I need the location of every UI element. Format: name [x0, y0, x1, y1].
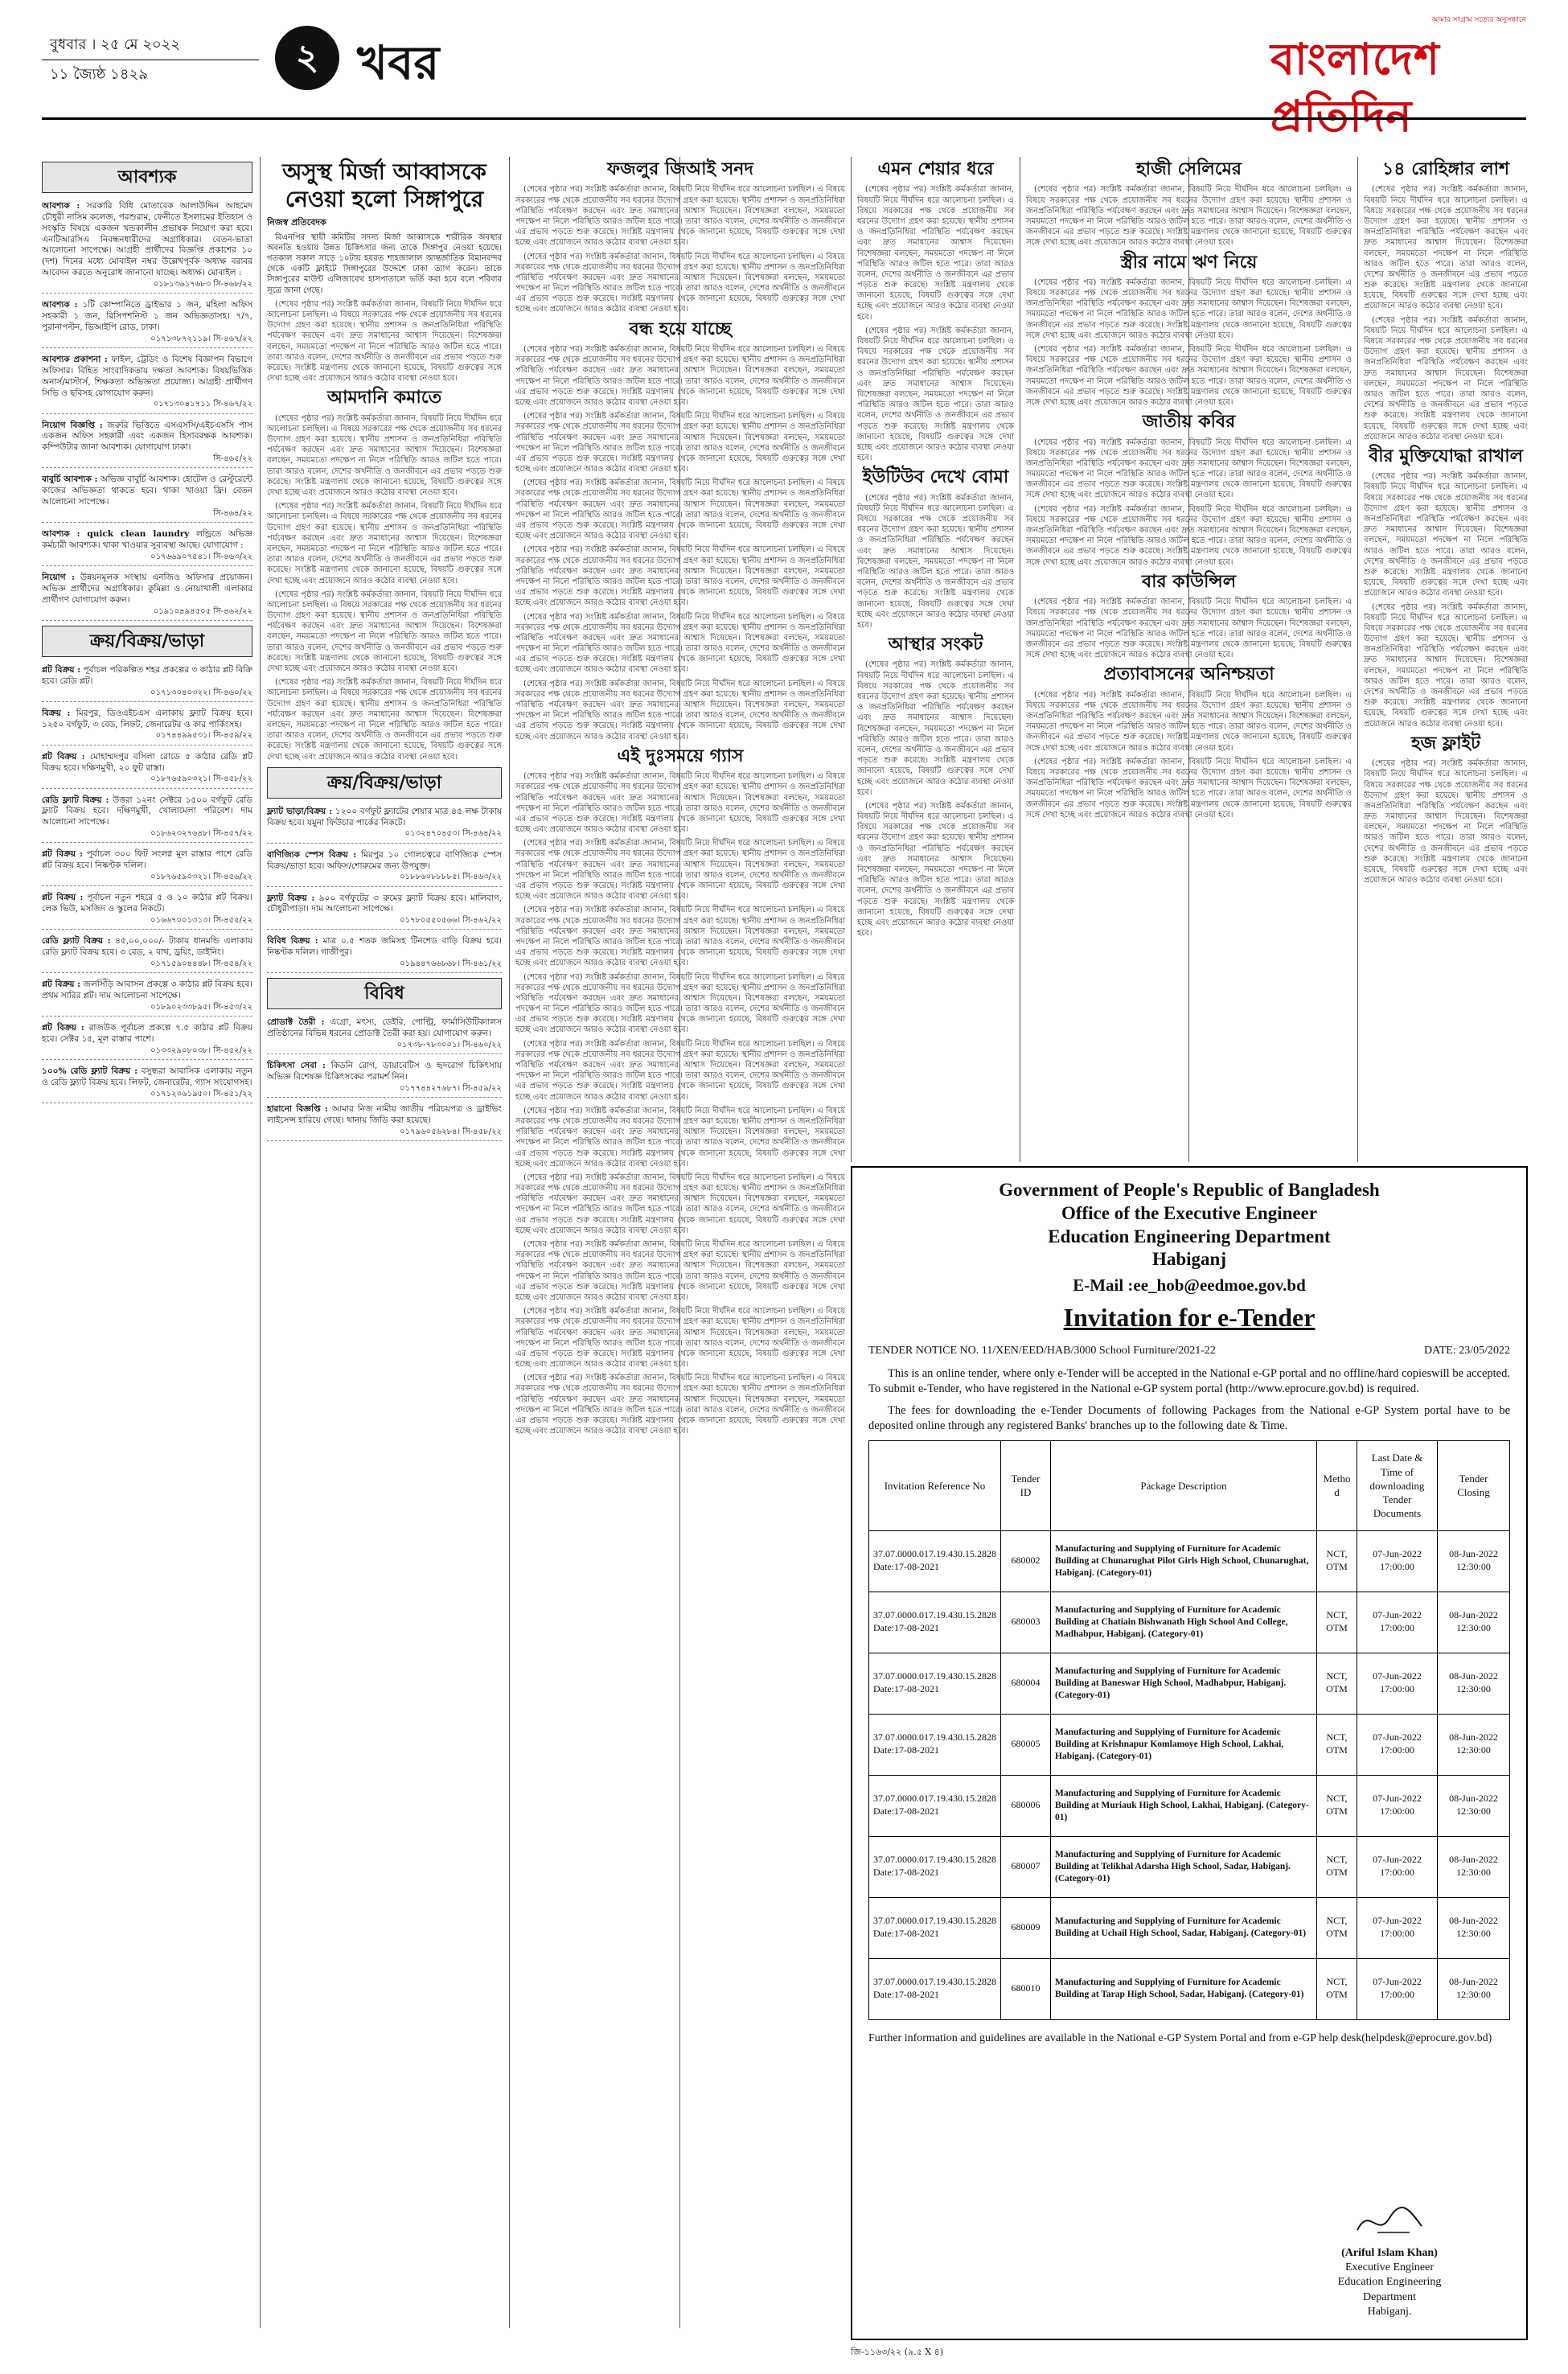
- ad-text: জলসিঁড়ি আবাসন প্রকল্পে ৩ কাঠার প্লট বিক্রয় হবে। প্রথম সারির প্লট। দাম আলোচনা সাপেক্ষে।: [42, 980, 252, 1000]
- article-body: (শেষের পৃষ্ঠার পর) সংশ্লিষ্ট কর্মকর্তারা জানান, বিষয়টি নিয়ে দীর্ঘদিন ধরে আলোচনা চলছিল। এ বিষয়ে সরকারের পক্ষ থেকে প্রয়োজনীয় সব ধরনের উদ্যোগ গ্রহণ করা হয়েছে। স্থানীয় প্রশাসন ও জনপ্রতিনিধিরা পরিস্থিতি পর্যবেক্ষণ করছেন এবং দ্রুত সমাধানের আশ্বাস দিয়েছেন। বিশেষজ্ঞরা বলছেন, সময়মতো পদক্ষেপ না নিলে পরিস্থিতি আরও জটিল হতে পারে। তারা আরও বলেন, দেশের অর্থনীতি ও জনজীবনে এর প্রভাব পড়তে শুরু করেছে। সংশ্লিষ্ট মন্ত্রণালয় থেকে জানানো হয়েছে, বিষয়টি গুরুত্বের সঙ্গে দেখা হচ্ছে এবং প্রয়োজনে আরও কঠোর ব্যবস্থা নেওয়া হবে।: [1364, 602, 1528, 729]
- ad-text: ৯০০ বর্গফুটের ৩ রুমের ফ্ল্যাট বিক্রয় হবে। মালিবাগ, চৌধুরীপাড়া। দাম আলোচনা সাপেক্ষে।: [267, 893, 502, 914]
- ad-contact: ০১৭১৫৯০৪৪৪৮। সি-৪৫৪/২২: [150, 959, 252, 968]
- ad-heading: প্লট বিক্রয় :: [42, 980, 81, 990]
- article-body: (শেষের পৃষ্ঠার পর) সংশ্লিষ্ট কর্মকর্তারা জানান, বিষয়টি নিয়ে দীর্ঘদিন ধরে আলোচনা চলছিল। এ বিষয়ে সরকারের পক্ষ থেকে প্রয়োজনীয় সব ধরনের উদ্যোগ গ্রহণ করা হয়েছে। স্থানীয় প্রশাসন ও জনপ্রতিনিধিরা পরিস্থিতি পর্যবেক্ষণ করছেন এবং দ্রুত সমাধানের আশ্বাস দিয়েছেন। বিশেষজ্ঞরা বলছেন, সময়মতো পদক্ষেপ না নিলে পরিস্থিতি আরও জটিল হতে পারে। তারা আরও বলেন, দেশের অর্থনীতি ও জনজীবনে এর প্রভাব পড়তে শুরু করেছে। সংশ্লিষ্ট মন্ত্রণালয় থেকে জানানো হয়েছে, বিষয়টি গুরুত্বের সঙ্গে দেখা হচ্ছে এবং প্রয়োজনে আরও কঠোর ব্যবস্থা নেওয়া হবে।: [515, 772, 845, 835]
- cell-desc: Manufacturing and Supplying of Furniture for Academic Building at Baneswar High School, Madhabpur, Habiganj. (Category-01): [1051, 1653, 1317, 1714]
- ad-heading: আবশ্যক :: [42, 201, 80, 212]
- classified-ad: [42, 526, 252, 566]
- cell-desc: Manufacturing and Supplying of Furniture for Academic Building at Chatiain Bishwanath High School And College, Madhabpur, Habiganj. (Category-01): [1051, 1592, 1317, 1653]
- cell-closing: 08-Jun-2022 12:30:00: [1438, 1530, 1510, 1592]
- ad-heading: প্লট বিক্রয় :: [42, 664, 81, 675]
- ad-heading: নিয়োগ বিজ্ঞপ্তি :: [42, 420, 103, 430]
- classified-ad: [267, 1014, 502, 1054]
- column-divider: [260, 157, 261, 2328]
- classified-ad: [42, 846, 252, 886]
- classified-ad: [267, 1058, 502, 1098]
- date-gregorian: বুধবার । ২৫ মে ২০২২: [42, 31, 259, 60]
- page-number: ২: [275, 26, 339, 90]
- tender-paragraph: The fees for downloading the e-Tender Documents of following Packages from the National e-GP System portal have to be deposited online through any registered Banks' branches up to the following date & Time.: [868, 1404, 1510, 1432]
- classified-ad: [267, 890, 502, 930]
- cell-desc: Manufacturing and Supplying of Furniture for Academic Building at Krishnapur Komlamoye High School, Lakhai, Habiganj. (Category-01): [1051, 1714, 1317, 1775]
- classified-ad: [42, 297, 252, 348]
- classified-ad: [267, 803, 502, 844]
- article-title: ইউটিউব দেখে বোমা: [862, 466, 1009, 488]
- table-row: [869, 1592, 1510, 1653]
- signatory-title: Education Engineering: [1337, 2276, 1442, 2289]
- article-body: (শেষের পৃষ্ঠার পর) সংশ্লিষ্ট কর্মকর্তারা জানান, বিষয়টি নিয়ে দীর্ঘদিন ধরে আলোচনা চলছিল। এ বিষয়ে সরকারের পক্ষ থেকে প্রয়োজনীয় সব ধরনের উদ্যোগ গ্রহণ করা হয়েছে। স্থানীয় প্রশাসন ও জনপ্রতিনিধিরা পরিস্থিতি পর্যবেক্ষণ করছেন এবং দ্রুত সমাধানের আশ্বাস দিয়েছেন। বিশেষজ্ঞরা বলছেন, সময়মতো পদক্ষেপ না নিলে পরিস্থিতি আরও জটিল হতে পারে। তারা আরও বলেন, দেশের অর্থনীতি ও জনজীবনে এর প্রভাব পড়তে শুরু করেছে। সংশ্লিষ্ট মন্ত্রণালয় থেকে জানানো হয়েছে, বিষয়টি গুরুত্বের সঙ্গে দেখা হচ্ছে এবং প্রয়োজনে আরও কঠোর ব্যবস্থা নেওয়া হবে।: [515, 185, 845, 248]
- masthead: [42, 16, 1526, 146]
- logo-name: বাংলাদেশ প্রতিদিন: [1270, 33, 1440, 142]
- column-header: Package Description: [1051, 1440, 1317, 1530]
- tender-notice-line: [868, 1344, 1510, 1358]
- article-column-8: [1364, 157, 1528, 1154]
- article-title: এমন শেয়ার ধরে: [877, 158, 994, 179]
- column-divider: [851, 157, 852, 1162]
- table-row: [869, 1897, 1510, 1958]
- ad-contact: ০১৭১৩০৪০৩২২। সি-৪৬০/২২: [150, 688, 252, 697]
- ad-text: পূর্বাচল নতুন শহরে ৫ ও ১০ কাঠার প্লট বিক্রয়। লেক ভিউ, মসজিদ ও স্কুলের নিকটে।: [42, 893, 252, 914]
- tender-department: Education Engineering Department: [1048, 1226, 1331, 1247]
- article-body: (শেষের পৃষ্ঠার পর) সংশ্লিষ্ট কর্মকর্তারা জানান, বিষয়টি নিয়ে দীর্ঘদিন ধরে আলোচনা চলছিল। এ বিষয়ে সরকারের পক্ষ থেকে প্রয়োজনীয় সব ধরনের উদ্যোগ গ্রহণ করা হয়েছে। স্থানীয় প্রশাসন ও জনপ্রতিনিধিরা পরিস্থিতি পর্যবেক্ষণ করছেন এবং দ্রুত সমাধানের আশ্বাস দিয়েছেন। বিশেষজ্ঞরা বলছেন, সময়মতো পদক্ষেপ না নিলে পরিস্থিতি আরও জটিল হতে পারে। তারা আরও বলেন, দেশের অর্থনীতি ও জনজীবনে এর প্রভাব পড়তে শুরু করেছে। সংশ্লিষ্ট মন্ত্রণালয় থেকে জানানো হয়েছে, বিষয়টি গুরুত্বের সঙ্গে দেখা হচ্ছে এবং প্রয়োজনে আরও কঠোর ব্যবস্থা নেওয়া হবে।: [857, 185, 1014, 322]
- section-title: খবর: [357, 35, 440, 90]
- cell-method: NCT, OTM: [1317, 1775, 1357, 1836]
- article-title: ফজলুর জিআই সনদ: [607, 158, 753, 179]
- ad-heading: প্লট বিক্রয় :: [42, 1022, 84, 1033]
- cell-last: 07-Jun-2022 17:00:00: [1357, 1958, 1438, 2019]
- cell-ref: 37.07.0000.017.19.430.15.2828 Date:17-08-2021: [869, 1958, 1001, 2019]
- article-title: প্রত্যাবাসনের অনিশ্চয়তা: [1103, 663, 1275, 685]
- ad-contact: ০১৭৭৪৪২৭৬৮৭। সি-৪৫৯/২২: [400, 1084, 502, 1094]
- tender-title: Invitation for e-Tender: [1063, 1302, 1316, 1332]
- article-column-5: [857, 157, 1014, 1154]
- classified-ad: [267, 847, 502, 887]
- article-title: এই দুঃসময়ে গ্যাস: [617, 745, 744, 766]
- article-body: (শেষের পৃষ্ঠার পর) সংশ্লিষ্ট কর্মকর্তারা জানান, বিষয়টি নিয়ে দীর্ঘদিন ধরে আলোচনা চলছিল। এ বিষয়ে সরকারের পক্ষ থেকে প্রয়োজনীয় সব ধরনের উদ্যোগ গ্রহণ করা হয়েছে। স্থানীয় প্রশাসন ও জনপ্রতিনিধিরা পরিস্থিতি পর্যবেক্ষণ করছেন এবং দ্রুত সমাধানের আশ্বাস দিয়েছেন। বিশেষজ্ঞরা বলছেন, সময়মতো পদক্ষেপ না নিলে পরিস্থিতি আরও জটিল হতে পারে। তারা আরও বলেন, দেশের অর্থনীতি ও জনজীবনে এর প্রভাব পড়তে শুরু করেছে। সংশ্লিষ্ট মন্ত্রণালয় থেকে জানানো হয়েছে, বিষয়টি গুরুত্বের সঙ্গে দেখা হচ্ছে এবং প্রয়োজনে আরও কঠোর ব্যবস্থা নেওয়া হবে।: [1026, 185, 1352, 248]
- cell-desc: Manufacturing and Supplying of Furniture for Academic Building at Chunarughat Pilot Girls High School, Chunarughat, Habiganj. (Category-01): [1051, 1530, 1317, 1592]
- ad-heading: প্লট বিক্রয় :: [42, 893, 84, 903]
- newspaper-logo: [1270, 16, 1526, 142]
- article-body: (শেষের পৃষ্ঠার পর) সংশ্লিষ্ট কর্মকর্তারা জানান, বিষয়টি নিয়ে দীর্ঘদিন ধরে আলোচনা চলছিল। এ বিষয়ে সরকারের পক্ষ থেকে প্রয়োজনীয় সব ধরনের উদ্যোগ গ্রহণ করা হয়েছে। স্থানীয় প্রশাসন ও জনপ্রতিনিধিরা পরিস্থিতি পর্যবেক্ষণ করছেন এবং দ্রুত সমাধানের আশ্বাস দিয়েছেন। বিশেষজ্ঞরা বলছেন, সময়মতো পদক্ষেপ না নিলে পরিস্থিতি আরও জটিল হতে পারে। তারা আরও বলেন, দেশের অর্থনীতি ও জনজীবনে এর প্রভাব পড়তে শুরু করেছে। সংশ্লিষ্ট মন্ত্রণালয় থেকে জানানো হয়েছে, বিষয়টি গুরুত্বের সঙ্গে দেখা হচ্ছে এবং প্রয়োজনে আরও কঠোর ব্যবস্থা নেওয়া হবে।: [515, 1307, 845, 1370]
- tender-footer: Further information and guidelines are available in the National e-GP System Portal and from e-GP help desk(helpdesk@eprocure.gov.bd): [868, 2031, 1492, 2044]
- ad-heading: বাণিজ্যিক স্পেস বিক্রয় :: [267, 849, 357, 860]
- article-body: (শেষের পৃষ্ঠার পর) সংশ্লিষ্ট কর্মকর্তারা জানান, বিষয়টি নিয়ে দীর্ঘদিন ধরে আলোচনা চলছিল। এ বিষয়ে সরকারের পক্ষ থেকে প্রয়োজনীয় সব ধরনের উদ্যোগ গ্রহণ করা হয়েছে। স্থানীয় প্রশাসন ও জনপ্রতিনিধিরা পরিস্থিতি পর্যবেক্ষণ করছেন এবং দ্রুত সমাধানের আশ্বাস দিয়েছেন। বিশেষজ্ঞরা বলছেন, সময়মতো পদক্ষেপ না নিলে পরিস্থিতি আরও জটিল হতে পারে। তারা আরও বলেন, দেশের অর্থনীতি ও জনজীবনে এর প্রভাব পড়তে শুরু করেছে। সংশ্লিষ্ট মন্ত্রণালয় থেকে জানানো হয়েছে, বিষয়টি গুরুত্বের সঙ্গে দেখা হচ্ছে এবং প্রয়োজনে আরও কঠোর ব্যবস্থা নেওয়া হবে।: [267, 502, 502, 585]
- ad-text: লন্ড্রিতে অভিজ্ঞ কর্মচারী আবশ্যক। থাকা খাওয়ার সুব্যবস্থা আছে। যোগাযোগ :: [42, 529, 252, 551]
- ad-heading: ফ্ল্যাট বিক্রয় :: [267, 893, 315, 903]
- tender-table: [868, 1440, 1510, 2020]
- classified-ad: [42, 662, 252, 702]
- article-body: (শেষের পৃষ্ঠার পর) সংশ্লিষ্ট কর্মকর্তারা জানান, বিষয়টি নিয়ে দীর্ঘদিন ধরে আলোচনা চলছিল। এ বিষয়ে সরকারের পক্ষ থেকে প্রয়োজনীয় সব ধরনের উদ্যোগ গ্রহণ করা হয়েছে। স্থানীয় প্রশাসন ও জনপ্রতিনিধিরা পরিস্থিতি পর্যবেক্ষণ করছেন এবং দ্রুত সমাধানের আশ্বাস দিয়েছেন। বিশেষজ্ঞরা বলছেন, সময়মতো পদক্ষেপ না নিলে পরিস্থিতি আরও জটিল হতে পারে। তারা আরও বলেন, দেশের অর্থনীতি ও জনজীবনে এর প্রভাব পড়তে শুরু করেছে। সংশ্লিষ্ট মন্ত্রণালয় থেকে জানানো হয়েছে, বিষয়টি গুরুত্বের সঙ্গে দেখা হচ্ছে এবং প্রয়োজনে আরও কঠোর ব্যবস্থা নেওয়া হবে।: [1026, 437, 1352, 500]
- cell-closing: 08-Jun-2022 12:30:00: [1438, 1897, 1510, 1958]
- column-header: Last Date & Time of downloading Tender Documents: [1357, 1440, 1438, 1530]
- classified-ad: [42, 933, 252, 973]
- ad-contact: ০১৮৯০২৩৩৮৯৫। সি-৪৫৩/২২: [150, 1002, 252, 1012]
- ad-contact: ০১৩৩২৯০৮০৩৮। সি-৪৫২/২২: [150, 1045, 252, 1055]
- article-body: (শেষের পৃষ্ঠার পর) সংশ্লিষ্ট কর্মকর্তারা জানান, বিষয়টি নিয়ে দীর্ঘদিন ধরে আলোচনা চলছিল। এ বিষয়ে সরকারের পক্ষ থেকে প্রয়োজনীয় সব ধরনের উদ্যোগ গ্রহণ করা হয়েছে। স্থানীয় প্রশাসন ও জনপ্রতিনিধিরা পরিস্থিতি পর্যবেক্ষণ করছেন এবং দ্রুত সমাধানের আশ্বাস দিয়েছেন। বিশেষজ্ঞরা বলছেন, সময়মতো পদক্ষেপ না নিলে পরিস্থিতি আরও জটিল হতে পারে। তারা আরও বলেন, দেশের অর্থনীতি ও জনজীবনে এর প্রভাব পড়তে শুরু করেছে। সংশ্লিষ্ট মন্ত্রণালয় থেকে জানানো হয়েছে, বিষয়টি গুরুত্বের সঙ্গে দেখা হচ্ছে এবং প্রয়োজনে আরও কঠোর ব্যবস্থা নেওয়া হবে।: [1364, 472, 1528, 598]
- ad-heading: প্লট বিক্রয় :: [42, 849, 83, 860]
- ad-heading: প্লট বিক্রয় :: [42, 751, 85, 762]
- ad-text: মোহাম্মদপুর বসিলা রোডে ৫ কাঠার রেডি প্লট বিক্রয় হবে। দক্ষিণমুখী, ২০ ফুট রাস্তা।: [42, 751, 252, 773]
- classified-ad: [42, 569, 252, 621]
- cell-closing: 08-Jun-2022 12:30:00: [1438, 1775, 1510, 1836]
- article-body: (শেষের পৃষ্ঠার পর) সংশ্লিষ্ট কর্মকর্তারা জানান, বিষয়টি নিয়ে দীর্ঘদিন ধরে আলোচনা চলছিল। এ বিষয়ে সরকারের পক্ষ থেকে প্রয়োজনীয় সব ধরনের উদ্যোগ গ্রহণ করা হয়েছে। স্থানীয় প্রশাসন ও জনপ্রতিনিধিরা পরিস্থিতি পর্যবেক্ষণ করছেন এবং দ্রুত সমাধানের আশ্বাস দিয়েছেন। বিশেষজ্ঞরা বলছেন, সময়মতো পদক্ষেপ না নিলে পরিস্থিতি আরও জটিল হতে পারে। তারা আরও বলেন, দেশের অর্থনীতি ও জনজীবনে এর প্রভাব পড়তে শুরু করেছে। সংশ্লিষ্ট মন্ত্রণালয় থেকে জানানো হয়েছে, বিষয়টি গুরুত্বের সঙ্গে দেখা হচ্ছে এবং প্রয়োজনে আরও কঠোর ব্যবস্থা নেওয়া হবে।: [1364, 759, 1528, 885]
- ad-text: জরুরি ভিত্তিতে এসএসসি/এইচএসসি পাস একজন অফিস সহকারী এবং একজন হিসাবরক্ষক আবশ্যক। কম্পিউটার জানা আবশ্যক। যোগাযোগ ঢাকা।: [42, 420, 252, 453]
- cell-method: NCT, OTM: [1317, 1958, 1357, 2019]
- cell-method: NCT, OTM: [1317, 1714, 1357, 1775]
- article-body: (শেষের পৃষ্ঠার পর) সংশ্লিষ্ট কর্মকর্তারা জানান, বিষয়টি নিয়ে দীর্ঘদিন ধরে আলোচনা চলছিল। এ বিষয়ে সরকারের পক্ষ থেকে প্রয়োজনীয় সব ধরনের উদ্যোগ গ্রহণ করা হয়েছে। স্থানীয় প্রশাসন ও জনপ্রতিনিধিরা পরিস্থিতি পর্যবেক্ষণ করছেন এবং দ্রুত সমাধানের আশ্বাস দিয়েছেন। বিশেষজ্ঞরা বলছেন, সময়মতো পদক্ষেপ না নিলে পরিস্থিতি আরও জটিল হতে পারে। তারা আরও বলেন, দেশের অর্থনীতি ও জনজীবনে এর প্রভাব পড়তে শুরু করেছে। সংশ্লিষ্ট মন্ত্রণালয় থেকে জানানো হয়েছে, বিষয়টি গুরুত্বের সঙ্গে দেখা হচ্ছে এবং প্রয়োজনে আরও কঠোর ব্যবস্থা নেওয়া হবে।: [1364, 185, 1528, 311]
- article-title: আমদানি কমাতে: [326, 387, 442, 409]
- column-divider: [1357, 157, 1358, 1162]
- ad-contact: ০১৮১৩৬১৭৬৮৩ সি-৪৬৮/২২: [153, 280, 252, 290]
- article-body: (শেষের পৃষ্ঠার পর) সংশ্লিষ্ট কর্মকর্তারা জানান, বিষয়টি নিয়ে দীর্ঘদিন ধরে আলোচনা চলছিল। এ বিষয়ে সরকারের পক্ষ থেকে প্রয়োজনীয় সব ধরনের উদ্যোগ গ্রহণ করা হয়েছে। স্থানীয় প্রশাসন ও জনপ্রতিনিধিরা পরিস্থিতি পর্যবেক্ষণ করছেন এবং দ্রুত সমাধানের আশ্বাস দিয়েছেন। বিশেষজ্ঞরা বলছেন, সময়মতো পদক্ষেপ না নিলে পরিস্থিতি আরও জটিল হতে পারে। তারা আরও বলেন, দেশের অর্থনীতি ও জনজীবনে এর প্রভাব পড়তে শুরু করেছে। সংশ্লিষ্ট মন্ত্রণালয় থেকে জানানো হয়েছে, বিষয়টি গুরুত্বের সঙ্গে দেখা হচ্ছে এবং প্রয়োজনে আরও কঠোর ব্যবস্থা নেওয়া হবে।: [515, 1374, 845, 1436]
- cell-desc: Manufacturing and Supplying of Furniture for Academic Building at Telikhal Adarsha High School, Sadar, Habiganj. (Category-01): [1051, 1836, 1317, 1897]
- article-title: আস্থার সংকট: [888, 634, 983, 655]
- article-title: স্ত্রীর নামে ঋণ নিয়ে: [1120, 251, 1258, 273]
- tender-gov: Government of People's Republic of Bangladesh: [999, 1180, 1380, 1200]
- ad-contact: সি-৪৬৫/২২: [213, 454, 252, 464]
- ad-heading: চিকিৎসা সেবা :: [267, 1061, 326, 1071]
- ad-text: উন্নয়নমূলক সংস্থায় এনজিও অফিসার প্রয়োজন। অভিজ্ঞ প্রার্থীদের অগ্রাধিকার। কুমিল্লা ও নোয়াখালী এলাকার প্রার্থীগণ যোগাযোগ করুন।: [42, 573, 252, 605]
- ad-heading: বিক্রয় :: [42, 708, 71, 718]
- cell-desc: Manufacturing and Supplying of Furniture for Academic Building at Tarap High School, Sadar, Habiganj. (Category-01): [1051, 1958, 1317, 2019]
- ad-text: রাজউক পূর্বাচল প্রকল্পে ৭.৫ কাঠার প্লট বিক্রয় হবে। সেক্টর ১৫, মূল রাস্তার পাশে।: [42, 1022, 252, 1044]
- tender-date: DATE: 23/05/2022: [1424, 1344, 1510, 1357]
- ad-heading: বাবুর্চি আবশ্যক :: [42, 474, 98, 485]
- ad-text: মাত্র ০.৫ শতক জমিসহ টিনশেড বাড়ি বিক্রয় হবে। নিষ্কণ্টক দলিল। গাজীপুর।: [267, 936, 502, 958]
- ad-contact: ০১৭১২০৬১৯৫০। সি-৪৫১/২২: [150, 1089, 252, 1099]
- column-divider: [509, 157, 510, 2328]
- ad-contact: ০১৩২৪৭০৪৫৩। সি-৪৬৪/২২: [404, 829, 502, 839]
- ad-heading: নিয়োগ :: [42, 573, 75, 583]
- table-row: [869, 1958, 1510, 2019]
- signature-block: [1285, 2198, 1494, 2319]
- cell-desc: Manufacturing and Supplying of Furniture for Academic Building at Uchail High School, Sadar, Habiganj. (Category-01): [1051, 1897, 1317, 1958]
- cell-ref: 37.07.0000.017.19.430.15.2828 Date:17-08-2021: [869, 1714, 1001, 1775]
- ad-contact: ০১৯১০৪৯৪৫০৫ সি-৪৬২/২২: [153, 606, 252, 616]
- cell-id: 680007: [1001, 1836, 1051, 1897]
- classified-ad: [267, 933, 502, 973]
- table-row: [869, 1775, 1510, 1836]
- ad-contact: ০১৭১৩৮৭২১১৯। সি-৪৬৭/২২: [150, 334, 252, 343]
- article-body: (শেষের পৃষ্ঠার পর) সংশ্লিষ্ট কর্মকর্তারা জানান, বিষয়টি নিয়ে দীর্ঘদিন ধরে আলোচনা চলছিল। এ বিষয়ে সরকারের পক্ষ থেকে প্রয়োজনীয় সব ধরনের উদ্যোগ গ্রহণ করা হয়েছে। স্থানীয় প্রশাসন ও জনপ্রতিনিধিরা পরিস্থিতি পর্যবেক্ষণ করছেন এবং দ্রুত সমাধানের আশ্বাস দিয়েছেন। বিশেষজ্ঞরা বলছেন, সময়মতো পদক্ষেপ না নিলে পরিস্থিতি আরও জটিল হতে পারে। তারা আরও বলেন, দেশের অর্থনীতি ও জনজীবনে এর প্রভাব পড়তে শুরু করেছে। সংশ্লিষ্ট মন্ত্রণালয় থেকে জানানো হয়েছে, বিষয়টি গুরুত্বের সঙ্গে দেখা হচ্ছে এবং প্রয়োজনে আরও কঠোর ব্যবস্থা নেওয়া হবে।: [1026, 345, 1352, 407]
- classified-ad: [42, 417, 252, 469]
- article-column-3: [515, 157, 845, 2344]
- signatory-title: Habiganj.: [1367, 2305, 1412, 2318]
- cell-closing: 08-Jun-2022 12:30:00: [1438, 1592, 1510, 1653]
- ad-text: ফাইল, ট্রেডিং ও বিশেষ বিজ্ঞাপন বিভাগে অফিসার। বিহিত সাংবাদিকতায় দক্ষতা আবশ্যক। বিষয়ভিত্তিক অনার্স/মাস্টার্স, শিক্ষকতা অভিজ্ঞতা প্রযোজ্য। আগ্রহী প্রার্থীগণ সিভি ও ছবিসহ যোগাযোগ করুন।: [42, 355, 252, 398]
- article-body: (শেষের পৃষ্ঠার পর) সংশ্লিষ্ট কর্মকর্তারা জানান, বিষয়টি নিয়ে দীর্ঘদিন ধরে আলোচনা চলছিল। এ বিষয়ে সরকারের পক্ষ থেকে প্রয়োজনীয় সব ধরনের উদ্যোগ গ্রহণ করা হয়েছে। স্থানীয় প্রশাসন ও জনপ্রতিনিধিরা পরিস্থিতি পর্যবেক্ষণ করছেন এবং দ্রুত সমাধানের আশ্বাস দিয়েছেন। বিশেষজ্ঞরা বলছেন, সময়মতো পদক্ষেপ না নিলে পরিস্থিতি আরও জটিল হতে পারে। তারা আরও বলেন, দেশের অর্থনীতি ও জনজীবনে এর প্রভাব পড়তে শুরু করেছে। সংশ্লিষ্ট মন্ত্রণালয় থেকে জানানো হয়েছে, বিষয়টি গুরুত্বের সঙ্গে দেখা হচ্ছে এবং প্রয়োজনে আরও কঠোর ব্যবস্থা নেওয়া হবে।: [267, 678, 502, 762]
- cell-last: 07-Jun-2022 17:00:00: [1357, 1592, 1438, 1653]
- ad-heading: হারানো বিজ্ঞপ্তি :: [267, 1104, 328, 1115]
- article-title: বীর মুক্তিযোদ্ধা রাখাল: [1369, 445, 1523, 466]
- cell-closing: 08-Jun-2022 12:30:00: [1438, 1714, 1510, 1775]
- tender-office: Office of the Executive Engineer: [1061, 1202, 1318, 1223]
- cell-method: NCT, OTM: [1317, 1653, 1357, 1714]
- article-title: হাজী সেলিমের: [1136, 158, 1242, 179]
- ad-text: এগ্রো, মৎস্য, ডেইরি, পোল্ট্রি, ফার্মাসিউটিক্যালস প্রতিষ্ঠানের বিভিন্ন ধরনের প্রোডাক্ট তৈরী করা হয়। যোগাযোগ করুন।: [267, 1017, 502, 1039]
- cell-ref: 37.07.0000.017.19.430.15.2828 Date:17-08-2021: [869, 1836, 1001, 1897]
- cell-id: 680010: [1001, 1958, 1051, 2019]
- article-column-2: [267, 157, 502, 2344]
- cell-last: 07-Jun-2022 17:00:00: [1357, 1530, 1438, 1592]
- article-body: (শেষের পৃষ্ঠার পর) সংশ্লিষ্ট কর্মকর্তারা জানান, বিষয়টি নিয়ে দীর্ঘদিন ধরে আলোচনা চলছিল। এ বিষয়ে সরকারের পক্ষ থেকে প্রয়োজনীয় সব ধরনের উদ্যোগ গ্রহণ করা হয়েছে। স্থানীয় প্রশাসন ও জনপ্রতিনিধিরা পরিস্থিতি পর্যবেক্ষণ করছেন এবং দ্রুত সমাধানের আশ্বাস দিয়েছেন। বিশেষজ্ঞরা বলছেন, সময়মতো পদক্ষেপ না নিলে পরিস্থিতি আরও জটিল হতে পারে। তারা আরও বলেন, দেশের অর্থনীতি ও জনজীবনে এর প্রভাব পড়তে শুরু করেছে। সংশ্লিষ্ট মন্ত্রণালয় থেকে জানানো হয়েছে, বিষয়টি গুরুত্বের সঙ্গে দেখা হচ্ছে এবং প্রয়োজনে আরও কঠোর ব্যবস্থা নেওয়া হবে।: [267, 589, 502, 674]
- ad-heading: প্রোডাক্ট তৈরী :: [267, 1017, 325, 1028]
- classifieds-column: [42, 157, 252, 2344]
- ad-text: ১টি কোম্পানিতে ড্রাইভার ১ জন, মহিলা অফিস সহকারী ১ জন, রিসিপশনিস্ট ১ জন অভিজ্ঞতাসহ। ৭/৭, পুরানাপল্টন, ভিআইপি রোড, ঢাকা।: [42, 300, 252, 332]
- ad-heading: বিবিধ বিক্রয় :: [267, 936, 318, 947]
- classified-section-header: বিবিধ: [267, 978, 502, 1009]
- article-title: অসুস্থ মির্জা আব্বাসকে নেওয়া হলো সিঙ্গাপুরে: [282, 158, 486, 212]
- article-body: (শেষের পৃষ্ঠার পর) সংশ্লিষ্ট কর্মকর্তারা জানান, বিষয়টি নিয়ে দীর্ঘদিন ধরে আলোচনা চলছিল। এ বিষয়ে সরকারের পক্ষ থেকে প্রয়োজনীয় সব ধরনের উদ্যোগ গ্রহণ করা হয়েছে। স্থানীয় প্রশাসন ও জনপ্রতিনিধিরা পরিস্থিতি পর্যবেক্ষণ করছেন এবং দ্রুত সমাধানের আশ্বাস দিয়েছেন। বিশেষজ্ঞরা বলছেন, সময়মতো পদক্ষেপ না নিলে পরিস্থিতি আরও জটিল হতে পারে। তারা আরও বলেন, দেশের অর্থনীতি ও জনজীবনে এর প্রভাব পড়তে শুরু করেছে। সংশ্লিষ্ট মন্ত্রণালয় থেকে জানানো হয়েছে, বিষয়টি গুরুত্বের সঙ্গে দেখা হচ্ছে এবং প্রয়োজনে আরও কঠোর ব্যবস্থা নেওয়া হবে।: [515, 972, 845, 1035]
- ad-text: অভিজ্ঞ বাবুর্চি আবশ্যক। হোটেল ও রেস্টুরেন্টে কাজের অভিজ্ঞতা থাকতে হবে। থাকা খাওয়া ফ্রি। বেতন আলোচনা সাপেক্ষে।: [42, 474, 252, 507]
- article-body: (শেষের পৃষ্ঠার পর) সংশ্লিষ্ট কর্মকর্তারা জানান, বিষয়টি নিয়ে দীর্ঘদিন ধরে আলোচনা চলছিল। এ বিষয়ে সরকারের পক্ষ থেকে প্রয়োজনীয় সব ধরনের উদ্যোগ গ্রহণ করা হয়েছে। স্থানীয় প্রশাসন ও জনপ্রতিনিধিরা পরিস্থিতি পর্যবেক্ষণ করছেন এবং দ্রুত সমাধানের আশ্বাস দিয়েছেন। বিশেষজ্ঞরা বলছেন, সময়মতো পদক্ষেপ না নিলে পরিস্থিতি আরও জটিল হতে পারে। তারা আরও বলেন, দেশের অর্থনীতি ও জনজীবনে এর প্রভাব পড়তে শুরু করেছে। সংশ্লিষ্ট মন্ত্রণালয় থেকে জানানো হয়েছে, বিষয়টি গুরুত্বের সঙ্গে দেখা হচ্ছে এবং প্রয়োজনে আরও কঠোর ব্যবস্থা নেওয়া হবে।: [857, 493, 1014, 630]
- table-row: [869, 1530, 1510, 1592]
- column-header: Invitation Reference No: [869, 1440, 1001, 1530]
- ad-contact: ০১৮৭৬৫৯০৩২১। সি-৪৫৬/২২: [150, 873, 252, 882]
- ad-contact: ০১৭৯৬০৫৬২৮৪। সি-৪৫৮/২২: [400, 1127, 502, 1136]
- ad-contact: ০১৮৭৬৫৯০৩২১। সি-৪৫৮/২২: [150, 774, 252, 784]
- article-title: ১৪ রোহিঙ্গার লাশ: [1382, 158, 1509, 179]
- cell-ref: 37.07.0000.017.19.430.15.2828 Date:17-08-2021: [869, 1897, 1001, 1958]
- classified-ad: [42, 792, 252, 844]
- table-row: [869, 1836, 1510, 1897]
- date-bangla: ১১ জ্যৈষ্ঠ ১৪২৯: [50, 65, 148, 83]
- cell-method: NCT, OTM: [1317, 1897, 1357, 1958]
- article-body: বিএনপির স্থায়ী কমিটির সদস্য মির্জা আব্বাসকে শারীরিক অবস্থার অবনতি হওয়ায় উন্নত চিকিৎসার জন্য তাকে সিঙ্গাপুর নেওয়া হয়েছে। গতকাল সকাল সাড়ে ১০টায় হযরত শাহজালাল আন্তর্জাতিক বিমানবন্দর থেকে একটি ফ্লাইটে সিঙ্গাপুরের উদ্দেশে ঢাকা ত্যাগ করেন। তাকে সিঙ্গাপুরের মাউন্ট এলিজাবেথ হাসপাতালে ভর্তি করা হবে বলে পরিবার সূত্রে জানা গেছে।: [267, 232, 502, 295]
- ad-contact: ০১৭৪৪৯৯৫৩১। সি-৪৫৯/২২: [155, 731, 252, 741]
- ad-contact: সি-৪৬৪/২২: [213, 508, 252, 518]
- cell-id: 680009: [1001, 1897, 1051, 1958]
- ad-contact: ০১৯৪৪৭৬৬৮৬৮। সি-৪৬১/২২: [400, 959, 502, 969]
- ad-contact: ০১৬৬৭০০১৩১৩। সি-৪৫৫/২২: [150, 915, 252, 925]
- cell-closing: 08-Jun-2022 12:30:00: [1438, 1836, 1510, 1897]
- article-body: (শেষের পৃষ্ঠার পর) সংশ্লিষ্ট কর্মকর্তারা জানান, বিষয়টি নিয়ে দীর্ঘদিন ধরে আলোচনা চলছিল। এ বিষয়ে সরকারের পক্ষ থেকে প্রয়োজনীয় সব ধরনের উদ্যোগ গ্রহণ করা হয়েছে। স্থানীয় প্রশাসন ও জনপ্রতিনিধিরা পরিস্থিতি পর্যবেক্ষণ করছেন এবং দ্রুত সমাধানের আশ্বাস দিয়েছেন। বিশেষজ্ঞরা বলছেন, সময়মতো পদক্ষেপ না নিলে পরিস্থিতি আরও জটিল হতে পারে। তারা আরও বলেন, দেশের অর্থনীতি ও জনজীবনে এর প্রভাব পড়তে শুরু করেছে। সংশ্লিষ্ট মন্ত্রণালয় থেকে জানানো হয়েছে, বিষয়টি গুরুত্বের সঙ্গে দেখা হচ্ছে এবং প্রয়োজনে আরও কঠোর ব্যবস্থা নেওয়া হবে।: [515, 1039, 845, 1102]
- ad-text: সরকারি বিধি মোতাবেক আলাউদ্দিন আহমেদ চৌধুরী নাসিম কলেজ, পরশুরাম, ফেনীতে ইসলামের ইতিহাস ও সংস্কৃতি বিষয়ে একজন খন্ডকালীন প্রভাষক নিয়োগ করা হবে। এনটিআরসিএ নিবন্ধনধারীদের অগ্রাধিকার। বেতন-ভাতা আলোচনা সাপেক্ষে। আগ্রহী প্রার্থীদের বিজ্ঞপ্তি প্রকাশের ১০ (দশ) দিনের মধ্যে মোবাইল নম্বর উল্লেখপূর্বক অধ্যক্ষ বরাবর আবেদন করতে অনুরোধ জানানো যাচ্ছে। অধ্যক্ষ। মোবাইল :: [42, 201, 252, 278]
- date-box: [42, 31, 259, 111]
- article-body: (শেষের পৃষ্ঠার পর) সংশ্লিষ্ট কর্মকর্তারা জানান, বিষয়টি নিয়ে দীর্ঘদিন ধরে আলোচনা চলছিল। এ বিষয়ে সরকারের পক্ষ থেকে প্রয়োজনীয় সব ধরনের উদ্যোগ গ্রহণ করা হয়েছে। স্থানীয় প্রশাসন ও জনপ্রতিনিধিরা পরিস্থিতি পর্যবেক্ষণ করছেন এবং দ্রুত সমাধানের আশ্বাস দিয়েছেন। বিশেষজ্ঞরা বলছেন, সময়মতো পদক্ষেপ না নিলে পরিস্থিতি আরও জটিল হতে পারে। তারা আরও বলেন, দেশের অর্থনীতি ও জনজীবনে এর প্রভাব পড়তে শুরু করেছে। সংশ্লিষ্ট মন্ত্রণালয় থেকে জানানো হয়েছে, বিষয়টি গুরুত্বের সঙ্গে দেখা হচ্ছে এবং প্রয়োজনে আরও কঠোর ব্যবস্থা নেওয়া হবে।: [857, 660, 1014, 797]
- ad-text: পূর্বাচল ৩০০ ফিট সংলগ্ন মূল রাস্তার পাশে রেডি প্লট বিক্রয় হবে। নিষ্কণ্টক দলিল।: [42, 849, 252, 871]
- article-body: (শেষের পৃষ্ঠার পর) সংশ্লিষ্ট কর্মকর্তারা জানান, বিষয়টি নিয়ে দীর্ঘদিন ধরে আলোচনা চলছিল। এ বিষয়ে সরকারের পক্ষ থেকে প্রয়োজনীয় সব ধরনের উদ্যোগ গ্রহণ করা হয়েছে। স্থানীয় প্রশাসন ও জনপ্রতিনিধিরা পরিস্থিতি পর্যবেক্ষণ করছেন এবং দ্রুত সমাধানের আশ্বাস দিয়েছেন। বিশেষজ্ঞরা বলছেন, সময়মতো পদক্ষেপ না নিলে পরিস্থিতি আরও জটিল হতে পারে। তারা আরও বলেন, দেশের অর্থনীতি ও জনজীবনে এর প্রভাব পড়তে শুরু করেছে। সংশ্লিষ্ট মন্ত্রণালয় থেকে জানানো হয়েছে, বিষয়টি গুরুত্বের সঙ্গে দেখা হচ্ছে এবং প্রয়োজনে আরও কঠোর ব্যবস্থা নেওয়া হবে।: [515, 412, 845, 474]
- article-body: (শেষের পৃষ্ঠার পর) সংশ্লিষ্ট কর্মকর্তারা জানান, বিষয়টি নিয়ে দীর্ঘদিন ধরে আলোচনা চলছিল। এ বিষয়ে সরকারের পক্ষ থেকে প্রয়োজনীয় সব ধরনের উদ্যোগ গ্রহণ করা হয়েছে। স্থানীয় প্রশাসন ও জনপ্রতিনিধিরা পরিস্থিতি পর্যবেক্ষণ করছেন এবং দ্রুত সমাধানের আশ্বাস দিয়েছেন। বিশেষজ্ঞরা বলছেন, সময়মতো পদক্ষেপ না নিলে পরিস্থিতি আরও জটিল হতে পারে। তারা আরও বলেন, দেশের অর্থনীতি ও জনজীবনে এর প্রভাব পড়তে শুরু করেছে। সংশ্লিষ্ট মন্ত্রণালয় থেকে জানানো হয়েছে, বিষয়টি গুরুত্বের সঙ্গে দেখা হচ্ছে এবং প্রয়োজনে আরও কঠোর ব্যবস্থা নেওয়া হবে।: [515, 1173, 845, 1235]
- logo-slogan: আমার সংগ্রাম সত্যের অনুসন্ধানে: [1431, 16, 1526, 24]
- article-body: (শেষের পৃষ্ঠার পর) সংশ্লিষ্ট কর্মকর্তারা জানান, বিষয়টি নিয়ে দীর্ঘদিন ধরে আলোচনা চলছিল। এ বিষয়ে সরকারের পক্ষ থেকে প্রয়োজনীয় সব ধরনের উদ্যোগ গ্রহণ করা হয়েছে। স্থানীয় প্রশাসন ও জনপ্রতিনিধিরা পরিস্থিতি পর্যবেক্ষণ করছেন এবং দ্রুত সমাধানের আশ্বাস দিয়েছেন। বিশেষজ্ঞরা বলছেন, সময়মতো পদক্ষেপ না নিলে পরিস্থিতি আরও জটিল হতে পারে। তারা আরও বলেন, দেশের অর্থনীতি ও জনজীবনে এর প্রভাব পড়তে শুরু করেছে। সংশ্লিষ্ট মন্ত্রণালয় থেকে জানানো হয়েছে, বিষয়টি গুরুত্বের সঙ্গে দেখা হচ্ছে এবং প্রয়োজনে আরও কঠোর ব্যবস্থা নেওয়া হবে।: [515, 478, 845, 541]
- ad-text: মিরপুর ১০ গোলচত্বরে বাণিজ্যিক স্পেস বিক্রয়/ভাড়া হবে। অফিস/শোরুমের জন্য উপযুক্ত।: [267, 849, 502, 871]
- classified-ad: [42, 749, 252, 789]
- ad-contact: ০১৮৮৬০৮৮৮৮৫। সি-৪৬৩/২২: [400, 873, 502, 882]
- ad-heading: আবশ্যক : quick clean laundry: [42, 529, 190, 540]
- classified-ad: [42, 351, 252, 414]
- article-title: জাতীয় কবির: [1142, 411, 1236, 433]
- ad-heading: ফ্ল্যাট ভাড়া/বিক্রয় :: [267, 806, 333, 816]
- classified-ad: [42, 889, 252, 930]
- article-body: (শেষের পৃষ্ঠার পর) সংশ্লিষ্ট কর্মকর্তারা জানান, বিষয়টি নিয়ে দীর্ঘদিন ধরে আলোচনা চলছিল। এ বিষয়ে সরকারের পক্ষ থেকে প্রয়োজনীয় সব ধরনের উদ্যোগ গ্রহণ করা হয়েছে। স্থানীয় প্রশাসন ও জনপ্রতিনিধিরা পরিস্থিতি পর্যবেক্ষণ করছেন এবং দ্রুত সমাধানের আশ্বাস দিয়েছেন। বিশেষজ্ঞরা বলছেন, সময়মতো পদক্ষেপ না নিলে পরিস্থিতি আরও জটিল হতে পারে। তারা আরও বলেন, দেশের অর্থনীতি ও জনজীবনে এর প্রভাব পড়তে শুরু করেছে। সংশ্লিষ্ট মন্ত্রণালয় থেকে জানানো হয়েছে, বিষয়টি গুরুত্বের সঙ্গে দেখা হচ্ছে এবং প্রয়োজনে আরও কঠোর ব্যবস্থা নেওয়া হবে।: [515, 1106, 845, 1169]
- classified-section-header: ক্রয়/বিক্রয়/ভাড়া: [267, 767, 502, 799]
- classified-ad: [267, 1101, 502, 1141]
- article-body: (শেষের পৃষ্ঠার পর) সংশ্লিষ্ট কর্মকর্তারা জানান, বিষয়টি নিয়ে দীর্ঘদিন ধরে আলোচনা চলছিল। এ বিষয়ে সরকারের পক্ষ থেকে প্রয়োজনীয় সব ধরনের উদ্যোগ গ্রহণ করা হয়েছে। স্থানীয় প্রশাসন ও জনপ্রতিনিধিরা পরিস্থিতি পর্যবেক্ষণ করছেন এবং দ্রুত সমাধানের আশ্বাস দিয়েছেন। বিশেষজ্ঞরা বলছেন, সময়মতো পদক্ষেপ না নিলে পরিস্থিতি আরও জটিল হতে পারে। তারা আরও বলেন, দেশের অর্থনীতি ও জনজীবনে এর প্রভাব পড়তে শুরু করেছে। সংশ্লিষ্ট মন্ত্রণালয় থেকে জানানো হয়েছে, বিষয়টি গুরুত্বের সঙ্গে দেখা হচ্ছে এবং প্রয়োজনে আরও কঠোর ব্যবস্থা নেওয়া হবে।: [515, 252, 845, 314]
- classified-ad: [42, 976, 252, 1017]
- article-body: (শেষের পৃষ্ঠার পর) সংশ্লিষ্ট কর্মকর্তারা জানান, বিষয়টি নিয়ে দীর্ঘদিন ধরে আলোচনা চলছিল। এ বিষয়ে সরকারের পক্ষ থেকে প্রয়োজনীয় সব ধরনের উদ্যোগ গ্রহণ করা হয়েছে। স্থানীয় প্রশাসন ও জনপ্রতিনিধিরা পরিস্থিতি পর্যবেক্ষণ করছেন এবং দ্রুত সমাধানের আশ্বাস দিয়েছেন। বিশেষজ্ঞরা বলছেন, সময়মতো পদক্ষেপ না নিলে পরিস্থিতি আরও জটিল হতে পারে। তারা আরও বলেন, দেশের অর্থনীতি ও জনজীবনে এর প্রভাব পড়তে শুরু করেছে। সংশ্লিষ্ট মন্ত্রণালয় থেকে জানানো হয়েছে, বিষয়টি গুরুত্বের সঙ্গে দেখা হচ্ছে এবং প্রয়োজনে আরও কঠোর ব্যবস্থা নেওয়া হবে।: [857, 326, 1014, 463]
- article-title: হজ ফ্লাইট: [1410, 732, 1481, 754]
- tender-table-header-row: [869, 1440, 1510, 1530]
- article-byline: নিজস্ব প্রতিবেদক: [267, 217, 326, 228]
- cell-id: 680006: [1001, 1775, 1051, 1836]
- ad-text: ৪৫,০০,০০০/- টাকায় ধানমন্ডি এলাকায় রেডি ফ্ল্যাট বিক্রয় হবে। ৩ বেড, ২ বাথ, ড্রয়িং, ডাইনিং।: [42, 936, 252, 958]
- article-body: (শেষের পৃষ্ঠার পর) সংশ্লিষ্ট কর্মকর্তারা জানান, বিষয়টি নিয়ে দীর্ঘদিন ধরে আলোচনা চলছিল। এ বিষয়ে সরকারের পক্ষ থেকে প্রয়োজনীয় সব ধরনের উদ্যোগ গ্রহণ করা হয়েছে। স্থানীয় প্রশাসন ও জনপ্রতিনিধিরা পরিস্থিতি পর্যবেক্ষণ করছেন এবং দ্রুত সমাধানের আশ্বাস দিয়েছেন। বিশেষজ্ঞরা বলছেন, সময়মতো পদক্ষেপ না নিলে পরিস্থিতি আরও জটিল হতে পারে। তারা আরও বলেন, দেশের অর্থনীতি ও জনজীবনে এর প্রভাব পড়তে শুরু করেছে। সংশ্লিষ্ট মন্ত্রণালয় থেকে জানানো হয়েছে, বিষয়টি গুরুত্বের সঙ্গে দেখা হচ্ছে এবং প্রয়োজনে আরও কঠোর ব্যবস্থা নেওয়া হবে।: [515, 1240, 845, 1302]
- tender-place: Habiganj: [1151, 1249, 1227, 1270]
- article-title: বার কাউন্সিল: [1141, 570, 1237, 592]
- signature-mark: [1285, 2198, 1494, 2246]
- classified-ad: [42, 1020, 252, 1060]
- signatory-title: Executive Engineer: [1344, 2261, 1434, 2274]
- table-row: [869, 1653, 1510, 1714]
- ad-contact: ০১৭৮০৫৫০৫৬৬। সি-৪৬২/২২: [400, 916, 502, 926]
- cell-id: 680005: [1001, 1714, 1051, 1775]
- cell-desc: Manufacturing and Supplying of Furniture for Academic Building at Muriauk High School, Lakhai, Habiganj. (Category-01): [1051, 1775, 1317, 1836]
- ad-text: পূর্বাচল পরিকল্পিত শহর প্রকল্পের ৩ কাঠার প্লট বিক্রি হবে। রেডি প্লট।: [42, 664, 252, 686]
- classified-ad: [42, 198, 252, 294]
- ad-text: মিরপুর, ডিওএইচএস এলাকায় ফ্ল্যাট বিক্রয় হবে। ১২৫০ বর্গফুট, ৩ বেড, লিফট, জেনারেটর ও কার পার্কিংসহ।: [42, 708, 252, 729]
- article-body: (শেষের পৃষ্ঠার পর) সংশ্লিষ্ট কর্মকর্তারা জানান, বিষয়টি নিয়ে দীর্ঘদিন ধরে আলোচনা চলছিল। এ বিষয়ে সরকারের পক্ষ থেকে প্রয়োজনীয় সব ধরনের উদ্যোগ গ্রহণ করা হয়েছে। স্থানীয় প্রশাসন ও জনপ্রতিনিধিরা পরিস্থিতি পর্যবেক্ষণ করছেন এবং দ্রুত সমাধানের আশ্বাস দিয়েছেন। বিশেষজ্ঞরা বলছেন, সময়মতো পদক্ষেপ না নিলে পরিস্থিতি আরও জটিল হতে পারে। তারা আরও বলেন, দেশের অর্থনীতি ও জনজীবনে এর প্রভাব পড়তে শুরু করেছে। সংশ্লিষ্ট মন্ত্রণালয় থেকে জানানো হয়েছে, বিষয়টি গুরুত্বের সঙ্গে দেখা হচ্ছে এবং প্রয়োজনে আরও কঠোর ব্যবস্থা নেওয়া হবে।: [1026, 277, 1352, 340]
- ad-heading: আবশ্যক প্রকাশনা :: [42, 355, 108, 364]
- cell-ref: 37.07.0000.017.19.430.15.2828 Date:17-08-2021: [869, 1775, 1001, 1836]
- article-body: (শেষের পৃষ্ঠার পর) সংশ্লিষ্ট কর্মকর্তারা জানান, বিষয়টি নিয়ে দীর্ঘদিন ধরে আলোচনা চলছিল। এ বিষয়ে সরকারের পক্ষ থেকে প্রয়োজনীয় সব ধরনের উদ্যোগ গ্রহণ করা হয়েছে। স্থানীয় প্রশাসন ও জনপ্রতিনিধিরা পরিস্থিতি পর্যবেক্ষণ করছেন এবং দ্রুত সমাধানের আশ্বাস দিয়েছেন। বিশেষজ্ঞরা বলছেন, সময়মতো পদক্ষেপ না নিলে পরিস্থিতি আরও জটিল হতে পারে। তারা আরও বলেন, দেশের অর্থনীতি ও জনজীবনে এর প্রভাব পড়তে শুরু করেছে। সংশ্লিষ্ট মন্ত্রণালয় থেকে জানানো হয়েছে, বিষয়টি গুরুত্বের সঙ্গে দেখা হচ্ছে এবং প্রয়োজনে আরও কঠোর ব্যবস্থা নেওয়া হবে।: [267, 299, 502, 384]
- ad-text: কিডনি রোগ, ডায়াবেটিস ও হৃদরোগ চিকিৎসায় অভিজ্ঞ বিশেষজ্ঞ চিকিৎসকের পরামর্শ নিন।: [267, 1061, 502, 1082]
- cell-method: NCT, OTM: [1317, 1592, 1357, 1653]
- ad-heading: রেডি ফ্ল্যাট বিক্রয় :: [42, 795, 109, 805]
- article-body: (শেষের পৃষ্ঠার পর) সংশ্লিষ্ট কর্মকর্তারা জানান, বিষয়টি নিয়ে দীর্ঘদিন ধরে আলোচনা চলছিল। এ বিষয়ে সরকারের পক্ষ থেকে প্রয়োজনীয় সব ধরনের উদ্যোগ গ্রহণ করা হয়েছে। স্থানীয় প্রশাসন ও জনপ্রতিনিধিরা পরিস্থিতি পর্যবেক্ষণ করছেন এবং দ্রুত সমাধানের আশ্বাস দিয়েছেন। বিশেষজ্ঞরা বলছেন, সময়মতো পদক্ষেপ না নিলে পরিস্থিতি আরও জটিল হতে পারে। তারা আরও বলেন, দেশের অর্থনীতি ও জনজীবনে এর প্রভাব পড়তে শুরু করেছে। সংশ্লিষ্ট মন্ত্রণালয় থেকে জানানো হয়েছে, বিষয়টি গুরুত্বের সঙ্গে দেখা হচ্ছে এবং প্রয়োজনে আরও কঠোর ব্যবস্থা নেওয়া হবে।: [515, 906, 845, 968]
- cell-last: 07-Jun-2022 17:00:00: [1357, 1714, 1438, 1775]
- ad-heading: রেডি ফ্ল্যাট বিক্রয় :: [42, 936, 111, 947]
- article-body: (শেষের পৃষ্ঠার পর) সংশ্লিষ্ট কর্মকর্তারা জানান, বিষয়টি নিয়ে দীর্ঘদিন ধরে আলোচনা চলছিল। এ বিষয়ে সরকারের পক্ষ থেকে প্রয়োজনীয় সব ধরনের উদ্যোগ গ্রহণ করা হয়েছে। স্থানীয় প্রশাসন ও জনপ্রতিনিধিরা পরিস্থিতি পর্যবেক্ষণ করছেন এবং দ্রুত সমাধানের আশ্বাস দিয়েছেন। বিশেষজ্ঞরা বলছেন, সময়মতো পদক্ষেপ না নিলে পরিস্থিতি আরও জটিল হতে পারে। তারা আরও বলেন, দেশের অর্থনীতি ও জনজীবনে এর প্রভাব পড়তে শুরু করেছে। সংশ্লিষ্ট মন্ত্রণালয় থেকে জানানো হয়েছে, বিষয়টি গুরুত্বের সঙ্গে দেখা হচ্ছে এবং প্রয়োজনে আরও কঠোর ব্যবস্থা নেওয়া হবে।: [1364, 315, 1528, 442]
- ad-text: আমার নিজ নামীয় জাতীয় পরিচয়পত্র ও ড্রাইভিং লাইসেন্স হারিয়ে গেছে। থানায় জিডি করা হয়েছে।: [267, 1104, 502, 1126]
- table-row: [869, 1714, 1510, 1775]
- ad-text: বসুন্ধরা আবাসিক এলাকায় নতুন ও রেডি ফ্ল্যাট বিক্রয় হবে। লিফট, জেনারেটর, গ্যাস সংযোগসহ।: [42, 1066, 252, 1087]
- article-body: (শেষের পৃষ্ঠার পর) সংশ্লিষ্ট কর্মকর্তারা জানান, বিষয়টি নিয়ে দীর্ঘদিন ধরে আলোচনা চলছিল। এ বিষয়ে সরকারের পক্ষ থেকে প্রয়োজনীয় সব ধরনের উদ্যোগ গ্রহণ করা হয়েছে। স্থানীয় প্রশাসন ও জনপ্রতিনিধিরা পরিস্থিতি পর্যবেক্ষণ করছেন এবং দ্রুত সমাধানের আশ্বাস দিয়েছেন। বিশেষজ্ঞরা বলছেন, সময়মতো পদক্ষেপ না নিলে পরিস্থিতি আরও জটিল হতে পারে। তারা আরও বলেন, দেশের অর্থনীতি ও জনজীবনে এর প্রভাব পড়তে শুরু করেছে। সংশ্লিষ্ট মন্ত্রণালয় থেকে জানানো হয়েছে, বিষয়টি গুরুত্বের সঙ্গে দেখা হচ্ছে এবং প্রয়োজনে আরও কঠোর ব্যবস্থা নেওয়া হবে।: [1026, 757, 1352, 819]
- cell-last: 07-Jun-2022 17:00:00: [1357, 1897, 1438, 1958]
- column-header: Tender ID: [1001, 1440, 1051, 1530]
- signatory-name: (Ariful Islam Khan): [1341, 2247, 1438, 2260]
- article-body: (শেষের পৃষ্ঠার পর) সংশ্লিষ্ট কর্মকর্তারা জানান, বিষয়টি নিয়ে দীর্ঘদিন ধরে আলোচনা চলছিল। এ বিষয়ে সরকারের পক্ষ থেকে প্রয়োজনীয় সব ধরনের উদ্যোগ গ্রহণ করা হয়েছে। স্থানীয় প্রশাসন ও জনপ্রতিনিধিরা পরিস্থিতি পর্যবেক্ষণ করছেন এবং দ্রুত সমাধানের আশ্বাস দিয়েছেন। বিশেষজ্ঞরা বলছেন, সময়মতো পদক্ষেপ না নিলে পরিস্থিতি আরও জটিল হতে পারে। তারা আরও বলেন, দেশের অর্থনীতি ও জনজীবনে এর প্রভাব পড়তে শুরু করেছে। সংশ্লিষ্ট মন্ত্রণালয় থেকে জানানো হয়েছে, বিষয়টি গুরুত্বের সঙ্গে দেখা হচ্ছে এবং প্রয়োজনে আরও কঠোর ব্যবস্থা নেওয়া হবে।: [515, 545, 845, 608]
- ad-contact: ০১৭১৩০৪১৭১১ সি-৪৬৭/২২: [153, 400, 252, 409]
- cell-id: 680004: [1001, 1653, 1051, 1714]
- cell-ref: 37.07.0000.017.19.430.15.2828 Date:17-08-2021: [869, 1530, 1001, 1592]
- article-body: (শেষের পৃষ্ঠার পর) সংশ্লিষ্ট কর্মকর্তারা জানান, বিষয়টি নিয়ে দীর্ঘদিন ধরে আলোচনা চলছিল। এ বিষয়ে সরকারের পক্ষ থেকে প্রয়োজনীয় সব ধরনের উদ্যোগ গ্রহণ করা হয়েছে। স্থানীয় প্রশাসন ও জনপ্রতিনিধিরা পরিস্থিতি পর্যবেক্ষণ করছেন এবং দ্রুত সমাধানের আশ্বাস দিয়েছেন। বিশেষজ্ঞরা বলছেন, সময়মতো পদক্ষেপ না নিলে পরিস্থিতি আরও জটিল হতে পারে। তারা আরও বলেন, দেশের অর্থনীতি ও জনজীবনে এর প্রভাব পড়তে শুরু করেছে। সংশ্লিষ্ট মন্ত্রণালয় থেকে জানানো হয়েছে, বিষয়টি গুরুত্বের সঙ্গে দেখা হচ্ছে এবং প্রয়োজনে আরও কঠোর ব্যবস্থা নেওয়া হবে।: [857, 801, 1014, 939]
- classified-ad: [42, 471, 252, 523]
- cell-last: 07-Jun-2022 17:00:00: [1357, 1653, 1438, 1714]
- article-body: (শেষের পৃষ্ঠার পর) সংশ্লিষ্ট কর্মকর্তারা জানান, বিষয়টি নিয়ে দীর্ঘদিন ধরে আলোচনা চলছিল। এ বিষয়ে সরকারের পক্ষ থেকে প্রয়োজনীয় সব ধরনের উদ্যোগ গ্রহণ করা হয়েছে। স্থানীয় প্রশাসন ও জনপ্রতিনিধিরা পরিস্থিতি পর্যবেক্ষণ করছেন এবং দ্রুত সমাধানের আশ্বাস দিয়েছেন। বিশেষজ্ঞরা বলছেন, সময়মতো পদক্ষেপ না নিলে পরিস্থিতি আরও জটিল হতে পারে। তারা আরও বলেন, দেশের অর্থনীতি ও জনজীবনে এর প্রভাব পড়তে শুরু করেছে। সংশ্লিষ্ট মন্ত্রণালয় থেকে জানানো হয়েছে, বিষয়টি গুরুত্বের সঙ্গে দেখা হচ্ছে এবং প্রয়োজনে আরও কঠোর ব্যবস্থা নেওয়া হবে।: [515, 612, 845, 675]
- article-body: (শেষের পৃষ্ঠার পর) সংশ্লিষ্ট কর্মকর্তারা জানান, বিষয়টি নিয়ে দীর্ঘদিন ধরে আলোচনা চলছিল। এ বিষয়ে সরকারের পক্ষ থেকে প্রয়োজনীয় সব ধরনের উদ্যোগ গ্রহণ করা হয়েছে। স্থানীয় প্রশাসন ও জনপ্রতিনিধিরা পরিস্থিতি পর্যবেক্ষণ করছেন এবং দ্রুত সমাধানের আশ্বাস দিয়েছেন। বিশেষজ্ঞরা বলছেন, সময়মতো পদক্ষেপ না নিলে পরিস্থিতি আরও জটিল হতে পারে। তারা আরও বলেন, দেশের অর্থনীতি ও জনজীবনে এর প্রভাব পড়তে শুরু করেছে। সংশ্লিষ্ট মন্ত্রণালয় থেকে জানানো হয়েছে, বিষয়টি গুরুত্বের সঙ্গে দেখা হচ্ছে এবং প্রয়োজনে আরও কঠোর ব্যবস্থা নেওয়া হবে।: [1026, 690, 1352, 753]
- classified-section-header: ক্রয়/বিক্রয়/ভাড়া: [42, 626, 252, 657]
- classified-section-header: আবশ্যক: [42, 162, 252, 193]
- ad-code: জি-১১৬৩/২২ (৯.৫ X ৪): [851, 2347, 944, 2357]
- signatory-title: Department: [1362, 2290, 1417, 2303]
- tender-advertisement: [851, 1166, 1528, 2340]
- tender-paragraph: This is an online tender, where only e-Tender will be accepted in the National e-GP portal and no offline/hard copieswill be accepted. To submit e-Tender, who have registered in the National e-GP system portal (http://www.eprocure.gov.bd) is required.: [868, 1367, 1510, 1396]
- article-body: (শেষের পৃষ্ঠার পর) সংশ্লিষ্ট কর্মকর্তারা জানান, বিষয়টি নিয়ে দীর্ঘদিন ধরে আলোচনা চলছিল। এ বিষয়ে সরকারের পক্ষ থেকে প্রয়োজনীয় সব ধরনের উদ্যোগ গ্রহণ করা হয়েছে। স্থানীয় প্রশাসন ও জনপ্রতিনিধিরা পরিস্থিতি পর্যবেক্ষণ করছেন এবং দ্রুত সমাধানের আশ্বাস দিয়েছেন। বিশেষজ্ঞরা বলছেন, সময়মতো পদক্ষেপ না নিলে পরিস্থিতি আরও জটিল হতে পারে। তারা আরও বলেন, দেশের অর্থনীতি ও জনজীবনে এর প্রভাব পড়তে শুরু করেছে। সংশ্লিষ্ট মন্ত্রণালয় থেকে জানানো হয়েছে, বিষয়টি গুরুত্বের সঙ্গে দেখা হচ্ছে এবং প্রয়োজনে আরও কঠোর ব্যবস্থা নেওয়া হবে।: [1026, 504, 1352, 567]
- article-body: (শেষের পৃষ্ঠার পর) সংশ্লিষ্ট কর্মকর্তারা জানান, বিষয়টি নিয়ে দীর্ঘদিন ধরে আলোচনা চলছিল। এ বিষয়ে সরকারের পক্ষ থেকে প্রয়োজনীয় সব ধরনের উদ্যোগ গ্রহণ করা হয়েছে। স্থানীয় প্রশাসন ও জনপ্রতিনিধিরা পরিস্থিতি পর্যবেক্ষণ করছেন এবং দ্রুত সমাধানের আশ্বাস দিয়েছেন। বিশেষজ্ঞরা বলছেন, সময়মতো পদক্ষেপ না নিলে পরিস্থিতি আরও জটিল হতে পারে। তারা আরও বলেন, দেশের অর্থনীতি ও জনজীবনে এর প্রভাব পড়তে শুরু করেছে। সংশ্লিষ্ট মন্ত্রণালয় থেকে জানানো হয়েছে, বিষয়টি গুরুত্বের সঙ্গে দেখা হচ্ছে এবং প্রয়োজনে আরও কঠোর ব্যবস্থা নেওয়া হবে।: [1026, 598, 1352, 660]
- ad-contact: ০১৭৩৮-৭৮৩০০১। সি-৪৬০/২২: [396, 1041, 502, 1050]
- cell-ref: 37.07.0000.017.19.430.15.2828 Date:17-08-2021: [869, 1653, 1001, 1714]
- cell-id: 680002: [1001, 1530, 1051, 1592]
- tender-notice-number: TENDER NOTICE NO. 11/XEN/EED/HAB/3000 School Furniture/2021-22: [868, 1344, 1216, 1357]
- tender-email: E-Mail :ee_hob@eedmoe.gov.bd: [1073, 1275, 1306, 1295]
- article-body: (শেষের পৃষ্ঠার পর) সংশ্লিষ্ট কর্মকর্তারা জানান, বিষয়টি নিয়ে দীর্ঘদিন ধরে আলোচনা চলছিল। এ বিষয়ে সরকারের পক্ষ থেকে প্রয়োজনীয় সব ধরনের উদ্যোগ গ্রহণ করা হয়েছে। স্থানীয় প্রশাসন ও জনপ্রতিনিধিরা পরিস্থিতি পর্যবেক্ষণ করছেন এবং দ্রুত সমাধানের আশ্বাস দিয়েছেন। বিশেষজ্ঞরা বলছেন, সময়মতো পদক্ষেপ না নিলে পরিস্থিতি আরও জটিল হতে পারে। তারা আরও বলেন, দেশের অর্থনীতি ও জনজীবনে এর প্রভাব পড়তে শুরু করেছে। সংশ্লিষ্ট মন্ত্রণালয় থেকে জানানো হয়েছে, বিষয়টি গুরুত্বের সঙ্গে দেখা হচ্ছে এবং প্রয়োজনে আরও কঠোর ব্যবস্থা নেওয়া হবে।: [515, 345, 845, 407]
- article-title: বন্ধ হয়ে যাচ্ছে: [629, 318, 732, 339]
- column-header: Tender Closing: [1438, 1440, 1510, 1530]
- cell-ref: 37.07.0000.017.19.430.15.2828 Date:17-08-2021: [869, 1592, 1001, 1653]
- column-header: Metho d: [1317, 1440, 1357, 1530]
- cell-last: 07-Jun-2022 17:00:00: [1357, 1836, 1438, 1897]
- article-column-6: [1026, 157, 1352, 1154]
- ad-heading: আবশ্যক :: [42, 300, 78, 310]
- article-body: (শেষের পৃষ্ঠার পর) সংশ্লিষ্ট কর্মকর্তারা জানান, বিষয়টি নিয়ে দীর্ঘদিন ধরে আলোচনা চলছিল। এ বিষয়ে সরকারের পক্ষ থেকে প্রয়োজনীয় সব ধরনের উদ্যোগ গ্রহণ করা হয়েছে। স্থানীয় প্রশাসন ও জনপ্রতিনিধিরা পরিস্থিতি পর্যবেক্ষণ করছেন এবং দ্রুত সমাধানের আশ্বাস দিয়েছেন। বিশেষজ্ঞরা বলছেন, সময়মতো পদক্ষেপ না নিলে পরিস্থিতি আরও জটিল হতে পারে। তারা আরও বলেন, দেশের অর্থনীতি ও জনজীবনে এর প্রভাব পড়তে শুরু করেছে। সংশ্লিষ্ট মন্ত্রণালয় থেকে জানানো হয়েছে, বিষয়টি গুরুত্বের সঙ্গে দেখা হচ্ছে এবং প্রয়োজনে আরও কঠোর ব্যবস্থা নেওয়া হবে।: [267, 413, 502, 498]
- cell-closing: 08-Jun-2022 12:30:00: [1438, 1958, 1510, 2019]
- cell-last: 07-Jun-2022 17:00:00: [1357, 1775, 1438, 1836]
- cell-id: 680003: [1001, 1592, 1051, 1653]
- article-body: (শেষের পৃষ্ঠার পর) সংশ্লিষ্ট কর্মকর্তারা জানান, বিষয়টি নিয়ে দীর্ঘদিন ধরে আলোচনা চলছিল। এ বিষয়ে সরকারের পক্ষ থেকে প্রয়োজনীয় সব ধরনের উদ্যোগ গ্রহণ করা হয়েছে। স্থানীয় প্রশাসন ও জনপ্রতিনিধিরা পরিস্থিতি পর্যবেক্ষণ করছেন এবং দ্রুত সমাধানের আশ্বাস দিয়েছেন। বিশেষজ্ঞরা বলছেন, সময়মতো পদক্ষেপ না নিলে পরিস্থিতি আরও জটিল হতে পারে। তারা আরও বলেন, দেশের অর্থনীতি ও জনজীবনে এর প্রভাব পড়তে শুরু করেছে। সংশ্লিষ্ট মন্ত্রণালয় থেকে জানানো হয়েছে, বিষয়টি গুরুত্বের সঙ্গে দেখা হচ্ছে এবং প্রয়োজনে আরও কঠোর ব্যবস্থা নেওয়া হবে।: [515, 679, 845, 741]
- ad-contact: ০১৭৬৬৯০৭৫৪১। সি-৪৬৩/২২: [150, 552, 252, 561]
- ad-contact: ০১৮৬২৩২৭৬৪৮। সি-৪৫৭/২২: [150, 829, 252, 839]
- cell-method: NCT, OTM: [1317, 1530, 1357, 1592]
- ad-text: উত্তরা ১২নং সেক্টরে ১৫০০ বর্গফুট রেডি ফ্ল্যাট বিক্রয় হবে। দক্ষিণমুখী, খোলামেলা পরিবেশ। দাম আলোচনা সাপেক্ষে।: [42, 795, 252, 828]
- classified-ad: [42, 705, 252, 745]
- cell-method: NCT, OTM: [1317, 1836, 1357, 1897]
- masthead-rule: [42, 117, 1526, 120]
- ad-heading: ১০০% রেডি ফ্ল্যাট বিক্রয় :: [42, 1066, 138, 1076]
- cell-closing: 08-Jun-2022 12:30:00: [1438, 1653, 1510, 1714]
- article-body: (শেষের পৃষ্ঠার পর) সংশ্লিষ্ট কর্মকর্তারা জানান, বিষয়টি নিয়ে দীর্ঘদিন ধরে আলোচনা চলছিল। এ বিষয়ে সরকারের পক্ষ থেকে প্রয়োজনীয় সব ধরনের উদ্যোগ গ্রহণ করা হয়েছে। স্থানীয় প্রশাসন ও জনপ্রতিনিধিরা পরিস্থিতি পর্যবেক্ষণ করছেন এবং দ্রুত সমাধানের আশ্বাস দিয়েছেন। বিশেষজ্ঞরা বলছেন, সময়মতো পদক্ষেপ না নিলে পরিস্থিতি আরও জটিল হতে পারে। তারা আরও বলেন, দেশের অর্থনীতি ও জনজীবনে এর প্রভাব পড়তে শুরু করেছে। সংশ্লিষ্ট মন্ত্রণালয় থেকে জানানো হয়েছে, বিষয়টি গুরুত্বের সঙ্গে দেখা হচ্ছে এবং প্রয়োজনে আরও কঠোর ব্যবস্থা নেওয়া হবে।: [515, 839, 845, 902]
- ad-text: ১২০০ বর্গফুট ফ্ল্যাটের শেয়ার মাত্র ৪৫ লক্ষ টাকায় বিক্রয় হবে। যমুনা ফিউচার পার্কের নিকটে।: [267, 806, 502, 828]
- classified-ad: [42, 1063, 252, 1103]
